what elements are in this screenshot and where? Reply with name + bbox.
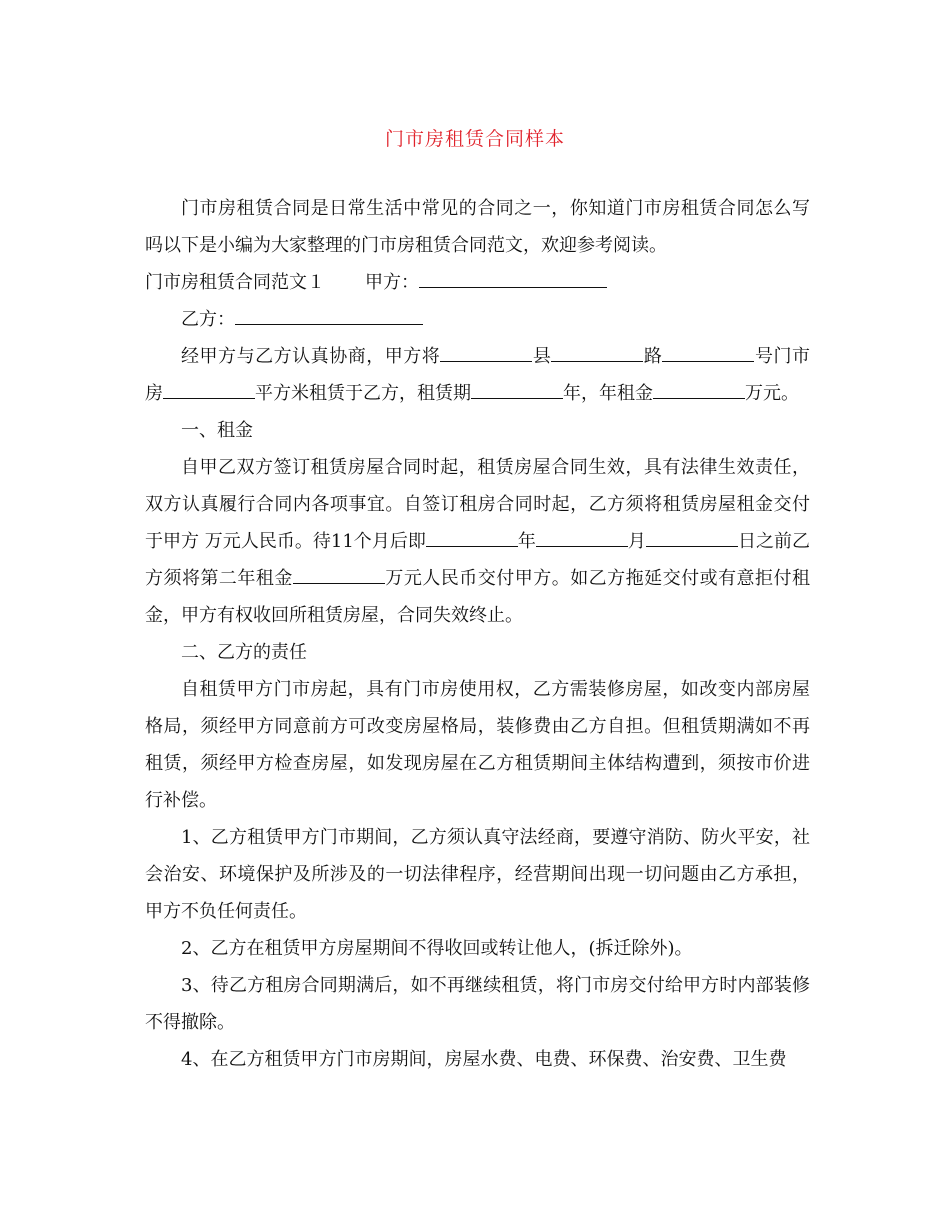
agreement-text: 平方米租赁于乙方，租赁期 bbox=[255, 383, 471, 404]
sample-heading-line bbox=[145, 264, 810, 301]
county-blank bbox=[440, 339, 532, 362]
section2-paragraph: 自租赁甲方门市房起，具有门市房使用权，乙方需装修房屋，如改变内部房屋格局，须经甲方同意前方可改变房屋格局，装修费由乙方自担。但租赁期满如不再租赁，须经甲方检查房屋，如发现房屋在乙方租赁期间主体结构遭到，须按市价进行补偿。 bbox=[145, 679, 810, 811]
term-blank bbox=[471, 376, 563, 399]
agreement-text: 经甲方与乙方认真协商，甲方将 bbox=[181, 346, 441, 367]
section1-heading: 一、租金 bbox=[181, 420, 253, 441]
number-blank bbox=[662, 339, 754, 362]
section1-text: 万元人民币交付甲方。如乙方拖延交付或有意拒付租金，甲方有权收回所租赁房屋，合同失效终止。 bbox=[145, 568, 811, 626]
day-blank bbox=[646, 524, 738, 547]
area-blank bbox=[163, 376, 255, 399]
clause-item: 2、乙方在租赁甲方房屋期间不得收回或转让他人，(拆迁除外)。 bbox=[181, 938, 693, 959]
clause-item: 1、乙方租赁甲方门市期间，乙方须认真守法经商，要遵守消防、防火平安，社会治安、环境保护及所涉及的一切法律程序，经营期间出现一切问题由乙方承担，甲方不负任何责任。 bbox=[145, 827, 810, 922]
road-blank bbox=[551, 339, 643, 362]
agreement-text: 年，年租金 bbox=[563, 383, 653, 404]
agreement-text: 县 bbox=[532, 346, 552, 367]
section1-text: 年 bbox=[517, 531, 536, 552]
year-blank bbox=[426, 524, 518, 547]
sample-heading: 门市房租赁合同范文１ bbox=[145, 272, 325, 293]
document-title: 门市房租赁合同样本 bbox=[384, 128, 565, 150]
section1-paragraph bbox=[145, 449, 810, 634]
agreement-paragraph bbox=[145, 338, 810, 412]
section2-heading: 二、乙方的责任 bbox=[181, 642, 307, 663]
agreement-text: 路 bbox=[643, 346, 663, 367]
clause-item: 3、待乙方租房合同期满后，如不再继续租赁，将门市房交付给甲方时内部装修不得撤除。 bbox=[145, 975, 810, 1033]
document-body bbox=[145, 190, 810, 1078]
rent-blank bbox=[653, 376, 745, 399]
agreement-text: 万元。 bbox=[745, 383, 799, 404]
party-b-blank bbox=[235, 302, 423, 325]
party-a-label: 甲方： bbox=[365, 272, 419, 293]
second-year-rent-blank bbox=[293, 561, 385, 584]
agreement-text: 号门市房 bbox=[145, 346, 811, 404]
clause-item: 4、在乙方租赁甲方门市房期间，房屋水费、电费、环保费、治安费、卫生费 bbox=[181, 1049, 787, 1070]
section1-text: 日之前乙方须将第二年租金 bbox=[145, 531, 810, 589]
party-a-blank bbox=[419, 265, 607, 288]
month-blank bbox=[536, 524, 628, 547]
party-b-line bbox=[145, 301, 810, 338]
intro-paragraph: 门市房租赁合同是日常生活中常见的合同之一，你知道门市房租赁合同怎么写吗以下是小编为大家整理的门市房租赁合同范文，欢迎参考阅读。 bbox=[145, 198, 810, 256]
section1-text: 月 bbox=[627, 531, 646, 552]
party-b-label: 乙方： bbox=[181, 309, 235, 330]
section1-text: 自甲乙双方签订租赁房屋合同时起，租赁房屋合同生效，具有法律生效责任，双方认真履行合同内各项事宜。自签订租房合同时起，乙方须将租赁房屋租金交付于甲方 万元人民币。待11个月后即 bbox=[145, 457, 810, 552]
